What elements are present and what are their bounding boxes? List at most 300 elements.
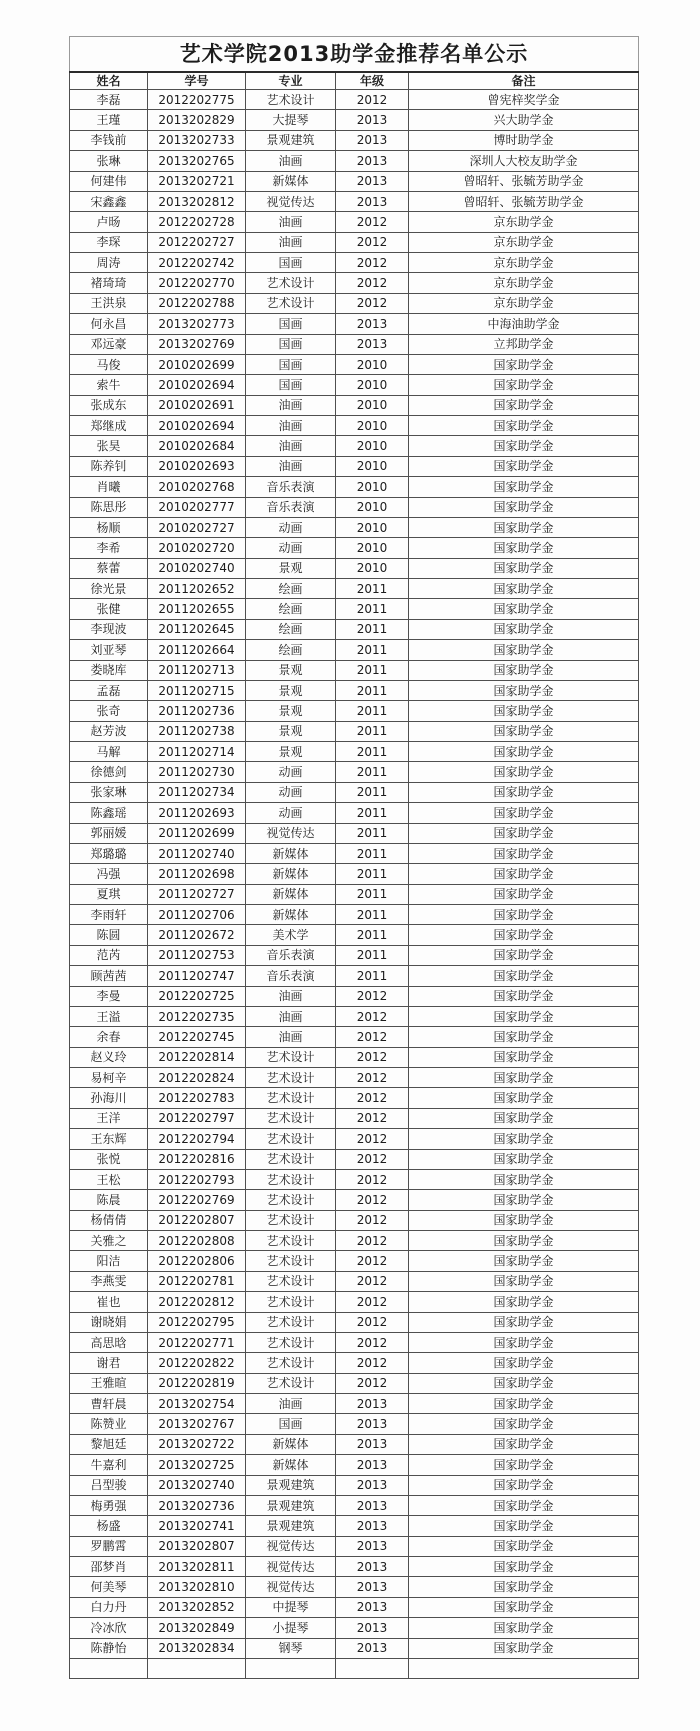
grade-cell: 2013 [336,1434,409,1454]
major-cell: 音乐表演 [246,945,336,965]
table-row [70,517,639,537]
name-cell: 王洪泉 [70,293,148,313]
student-id-cell: 2013202773 [148,314,246,334]
table-row [70,334,639,354]
grade-cell: 2012 [336,1006,409,1026]
name-cell: 褚琦琦 [70,273,148,293]
table-row [70,905,639,925]
table-row [70,986,639,1006]
remark-cell: 国家助学金 [409,1190,639,1210]
name-cell: 周涛 [70,253,148,273]
name-cell: 冷冰欣 [70,1618,148,1638]
table-row [70,90,639,110]
name-cell: 孙海川 [70,1088,148,1108]
grade-cell: 2012 [336,273,409,293]
table-row [70,314,639,334]
student-id-cell: 2010202694 [148,375,246,395]
grade-cell: 2013 [336,1536,409,1556]
remark-cell: 国家助学金 [409,1373,639,1393]
student-id-cell: 2013202733 [148,130,246,150]
grade-cell: 2012 [336,1251,409,1271]
student-id-cell: 2012202771 [148,1332,246,1352]
remark-cell: 兴大助学金 [409,110,639,130]
remark-cell: 国家助学金 [409,884,639,904]
grade-cell: 2012 [336,1027,409,1047]
grade-cell: 2010 [336,497,409,517]
table-row [70,1414,639,1434]
name-cell: 张琳 [70,151,148,171]
remark-cell: 国家助学金 [409,1108,639,1128]
student-id-cell: 2013202829 [148,110,246,130]
name-cell: 娄晓库 [70,660,148,680]
grade-cell: 2012 [336,253,409,273]
student-id-cell: 2012202816 [148,1149,246,1169]
name-cell: 王溢 [70,1006,148,1026]
remark-cell: 国家助学金 [409,599,639,619]
remark-cell: 国家助学金 [409,640,639,660]
remark-cell: 国家助学金 [409,517,639,537]
major-cell: 国画 [246,314,336,334]
remark-cell: 曾宪梓奖学金 [409,90,639,110]
grade-cell: 2010 [336,375,409,395]
table-row [70,619,639,639]
student-id-cell: 2012202727 [148,232,246,252]
name-cell: 郑继成 [70,416,148,436]
student-id-cell: 2011202747 [148,966,246,986]
major-cell: 视觉传达 [246,1536,336,1556]
name-cell: 何永昌 [70,314,148,334]
name-cell: 罗鹏霄 [70,1536,148,1556]
table-row [70,925,639,945]
major-cell: 油画 [246,1006,336,1026]
remark-cell: 国家助学金 [409,375,639,395]
major-cell: 动画 [246,803,336,823]
grade-cell: 2011 [336,660,409,680]
major-cell: 音乐表演 [246,966,336,986]
major-cell: 新媒体 [246,171,336,191]
student-id-cell: 2012202824 [148,1068,246,1088]
student-id-cell: 2012202769 [148,1190,246,1210]
major-cell: 绘画 [246,640,336,660]
grade-cell: 2011 [336,599,409,619]
student-id-cell: 2013202765 [148,151,246,171]
student-id-cell: 2010202699 [148,354,246,374]
major-cell: 艺术设计 [246,1210,336,1230]
student-id-cell: 2012202788 [148,293,246,313]
student-id-cell: 2011202727 [148,884,246,904]
major-cell: 景观 [246,660,336,680]
student-id-cell: 2012202735 [148,1006,246,1026]
table-row [70,1577,639,1597]
table-row [70,436,639,456]
name-cell: 王东辉 [70,1129,148,1149]
major-cell: 景观 [246,742,336,762]
remark-cell: 国家助学金 [409,1495,639,1515]
major-cell: 绘画 [246,579,336,599]
remark-cell: 国家助学金 [409,1455,639,1475]
grade-cell: 2012 [336,1231,409,1251]
name-cell: 孟磊 [70,680,148,700]
student-id-cell: 2011202713 [148,660,246,680]
grade-cell: 2013 [336,1455,409,1475]
table-row [70,1658,639,1678]
major-cell: 艺术设计 [246,1353,336,1373]
name-cell: 杨盛 [70,1516,148,1536]
table-row [70,1292,639,1312]
table-row [70,1231,639,1251]
table-body [70,90,639,1679]
table-row [70,762,639,782]
major-cell: 艺术设计 [246,293,336,313]
name-cell: 梅勇强 [70,1495,148,1515]
major-cell: 艺术设计 [246,1190,336,1210]
name-cell: 谢晓娟 [70,1312,148,1332]
name-cell: 杨倩倩 [70,1210,148,1230]
table-row [70,803,639,823]
grade-cell: 2011 [336,640,409,660]
major-cell: 艺术设计 [246,1149,336,1169]
name-cell: 李曼 [70,986,148,1006]
student-id-cell: 2010202684 [148,436,246,456]
major-cell: 油画 [246,151,336,171]
name-cell: 白力丹 [70,1597,148,1617]
name-cell: 徐光景 [70,579,148,599]
grade-cell: 2011 [336,619,409,639]
major-cell: 油画 [246,232,336,252]
major-cell: 国画 [246,375,336,395]
student-id-cell: 2013202769 [148,334,246,354]
name-cell: 余春 [70,1027,148,1047]
column-header-student-id: 学号 [148,72,246,90]
name-cell: 陈圆 [70,925,148,945]
major-cell: 景观 [246,558,336,578]
grade-cell: 2013 [336,1577,409,1597]
major-cell: 新媒体 [246,884,336,904]
student-id-cell: 2012202783 [148,1088,246,1108]
grade-cell: 2012 [336,90,409,110]
student-id-cell: 2011202672 [148,925,246,945]
table-row [70,151,639,171]
student-id-cell: 2011202698 [148,864,246,884]
grade-cell: 2012 [336,1169,409,1189]
grade-cell: 2010 [336,456,409,476]
major-cell: 钢琴 [246,1638,336,1658]
major-cell: 艺术设计 [246,1169,336,1189]
grade-cell: 2013 [336,130,409,150]
student-id-cell: 2010202691 [148,395,246,415]
student-id-cell: 2011202736 [148,701,246,721]
remark-cell: 国家助学金 [409,986,639,1006]
major-cell: 油画 [246,212,336,232]
remark-cell: 国家助学金 [409,1557,639,1577]
name-cell: 马俊 [70,354,148,374]
major-cell: 艺术设计 [246,1251,336,1271]
grade-cell: 2012 [336,1149,409,1169]
table-row [70,782,639,802]
name-cell: 肖曦 [70,477,148,497]
remark-cell: 国家助学金 [409,1149,639,1169]
major-cell: 国画 [246,1414,336,1434]
student-id-cell: 2012202797 [148,1108,246,1128]
name-cell: 郭丽媛 [70,823,148,843]
student-id-cell: 2013202721 [148,171,246,191]
grade-cell: 2012 [336,1373,409,1393]
table-row [70,497,639,517]
grade-cell: 2013 [336,1495,409,1515]
grade-cell: 2012 [336,1353,409,1373]
remark-cell: 国家助学金 [409,354,639,374]
column-header-grade: 年级 [336,72,409,90]
grade-cell: 2011 [336,843,409,863]
student-id-cell: 2012202728 [148,212,246,232]
student-id-cell: 2012202814 [148,1047,246,1067]
grade-cell: 2013 [336,151,409,171]
student-id-cell: 2013202834 [148,1638,246,1658]
name-cell: 张家琳 [70,782,148,802]
remark-cell: 国家助学金 [409,497,639,517]
table-row [70,660,639,680]
name-cell: 何建伟 [70,171,148,191]
table-row [70,1353,639,1373]
name-cell: 崔也 [70,1292,148,1312]
student-id-cell: 2012202781 [148,1271,246,1291]
remark-cell: 国家助学金 [409,803,639,823]
name-cell: 易柯辛 [70,1068,148,1088]
student-id-cell: 2013202767 [148,1414,246,1434]
grade-cell: 2012 [336,1332,409,1352]
name-cell: 牛嘉利 [70,1455,148,1475]
grade-cell: 2012 [336,1047,409,1067]
student-id-cell: 2012202812 [148,1292,246,1312]
table-row [70,640,639,660]
name-cell: 陈赞业 [70,1414,148,1434]
student-id-cell: 2012202770 [148,273,246,293]
remark-cell: 国家助学金 [409,1231,639,1251]
major-cell: 艺术设计 [246,1231,336,1251]
name-cell: 陈思彤 [70,497,148,517]
remark-cell: 国家助学金 [409,1312,639,1332]
name-cell: 李琛 [70,232,148,252]
table-row [70,1047,639,1067]
student-id-cell: 2011202734 [148,782,246,802]
name-cell: 范芮 [70,945,148,965]
remark-cell: 国家助学金 [409,1414,639,1434]
major-cell: 艺术设计 [246,90,336,110]
grade-cell: 2013 [336,1638,409,1658]
remark-cell: 国家助学金 [409,1047,639,1067]
student-id-cell: 2013202725 [148,1455,246,1475]
major-cell: 新媒体 [246,864,336,884]
name-cell: 顾茜茜 [70,966,148,986]
remark-cell: 国家助学金 [409,436,639,456]
student-id-cell: 2011202740 [148,843,246,863]
grade-cell: 2012 [336,212,409,232]
student-id-cell [148,1658,246,1678]
grade-cell: 2012 [336,1088,409,1108]
grade-cell: 2011 [336,579,409,599]
grade-cell: 2012 [336,986,409,1006]
major-cell: 艺术设计 [246,1271,336,1291]
student-id-cell: 2011202738 [148,721,246,741]
grade-cell: 2012 [336,1292,409,1312]
student-id-cell: 2013202722 [148,1434,246,1454]
major-cell: 视觉传达 [246,1557,336,1577]
name-cell: 蔡蕾 [70,558,148,578]
table-row [70,1475,639,1495]
grade-cell: 2013 [336,1597,409,1617]
remark-cell: 国家助学金 [409,1332,639,1352]
remark-cell: 京东助学金 [409,232,639,252]
table-row [70,1618,639,1638]
name-cell: 夏琪 [70,884,148,904]
major-cell: 小提琴 [246,1618,336,1638]
student-id-cell: 2010202777 [148,497,246,517]
table-row [70,1129,639,1149]
grade-cell: 2011 [336,680,409,700]
remark-cell: 国家助学金 [409,1271,639,1291]
grade-cell: 2013 [336,1557,409,1577]
grade-cell: 2010 [336,395,409,415]
student-id-cell: 2012202725 [148,986,246,1006]
major-cell: 大提琴 [246,110,336,130]
student-id-cell: 2011202730 [148,762,246,782]
grade-cell: 2013 [336,1618,409,1638]
remark-cell: 国家助学金 [409,1210,639,1230]
major-cell: 视觉传达 [246,191,336,211]
table-row [70,680,639,700]
remark-cell: 国家助学金 [409,721,639,741]
grade-cell: 2012 [336,1129,409,1149]
student-id-cell: 2011202645 [148,619,246,639]
major-cell: 美术学 [246,925,336,945]
grade-cell: 2012 [336,1068,409,1088]
table-row [70,1169,639,1189]
remark-cell: 国家助学金 [409,843,639,863]
table-row [70,1638,639,1658]
remark-cell: 国家助学金 [409,619,639,639]
major-cell: 油画 [246,456,336,476]
major-cell: 艺术设计 [246,273,336,293]
student-id-cell: 2012202806 [148,1251,246,1271]
name-cell: 郑璐璐 [70,843,148,863]
grade-cell: 2011 [336,966,409,986]
major-cell: 景观 [246,721,336,741]
student-id-cell: 2010202720 [148,538,246,558]
student-id-cell: 2011202753 [148,945,246,965]
grade-cell: 2013 [336,1414,409,1434]
table-row [70,1332,639,1352]
table-row [70,843,639,863]
major-cell: 音乐表演 [246,497,336,517]
student-id-cell: 2013202740 [148,1475,246,1495]
student-id-cell: 2012202808 [148,1231,246,1251]
grade-cell: 2012 [336,1210,409,1230]
grade-cell: 2010 [336,416,409,436]
student-id-cell: 2011202715 [148,680,246,700]
major-cell: 景观建筑 [246,130,336,150]
table-header-row [70,72,639,90]
remark-cell: 国家助学金 [409,762,639,782]
major-cell: 景观 [246,701,336,721]
major-cell: 景观 [246,680,336,700]
major-cell: 新媒体 [246,1455,336,1475]
name-cell: 吕型骏 [70,1475,148,1495]
remark-cell: 国家助学金 [409,416,639,436]
remark-cell: 国家助学金 [409,1068,639,1088]
major-cell [246,1658,336,1678]
remark-cell: 国家助学金 [409,1088,639,1108]
remark-cell: 国家助学金 [409,395,639,415]
student-id-cell: 2011202664 [148,640,246,660]
table-row [70,1190,639,1210]
major-cell: 油画 [246,1394,336,1414]
table-row [70,884,639,904]
student-id-cell: 2010202740 [148,558,246,578]
name-cell: 关雅之 [70,1231,148,1251]
student-id-cell: 2012202742 [148,253,246,273]
student-id-cell: 2012202795 [148,1312,246,1332]
student-id-cell: 2012202794 [148,1129,246,1149]
student-id-cell: 2010202768 [148,477,246,497]
name-cell: 张昊 [70,436,148,456]
table-row [70,212,639,232]
major-cell: 艺术设计 [246,1373,336,1393]
name-cell: 何美琴 [70,1577,148,1597]
grade-cell: 2013 [336,191,409,211]
student-id-cell: 2010202694 [148,416,246,436]
name-cell: 陈晨 [70,1190,148,1210]
major-cell: 国画 [246,354,336,374]
name-cell: 张健 [70,599,148,619]
table-row [70,864,639,884]
name-cell: 张成东 [70,395,148,415]
table-row [70,1108,639,1128]
grade-cell: 2013 [336,171,409,191]
major-cell: 艺术设计 [246,1047,336,1067]
remark-cell [409,1658,639,1678]
table-row [70,130,639,150]
major-cell: 油画 [246,436,336,456]
student-id-cell: 2011202699 [148,823,246,843]
table-row [70,1373,639,1393]
grade-cell: 2011 [336,701,409,721]
major-cell: 油画 [246,416,336,436]
column-header-major: 专业 [246,72,336,90]
name-cell: 卢旸 [70,212,148,232]
major-cell: 动画 [246,538,336,558]
remark-cell: 京东助学金 [409,293,639,313]
remark-cell: 国家助学金 [409,1516,639,1536]
name-cell: 陈静怡 [70,1638,148,1658]
table-row [70,273,639,293]
column-header-remark: 备注 [409,72,639,90]
name-cell: 张悦 [70,1149,148,1169]
remark-cell: 国家助学金 [409,864,639,884]
grade-cell: 2010 [336,538,409,558]
grade-cell: 2011 [336,905,409,925]
remark-cell: 国家助学金 [409,823,639,843]
remark-cell: 京东助学金 [409,253,639,273]
remark-cell: 国家助学金 [409,1597,639,1617]
table-row [70,1516,639,1536]
page-title: 艺术学院2013助学金推荐名单公示 [70,37,639,73]
remark-cell: 国家助学金 [409,1027,639,1047]
table-row [70,1536,639,1556]
table-row [70,375,639,395]
major-cell: 动画 [246,782,336,802]
name-cell: 王雅暄 [70,1373,148,1393]
remark-cell: 曾昭轩、张毓芳助学金 [409,191,639,211]
